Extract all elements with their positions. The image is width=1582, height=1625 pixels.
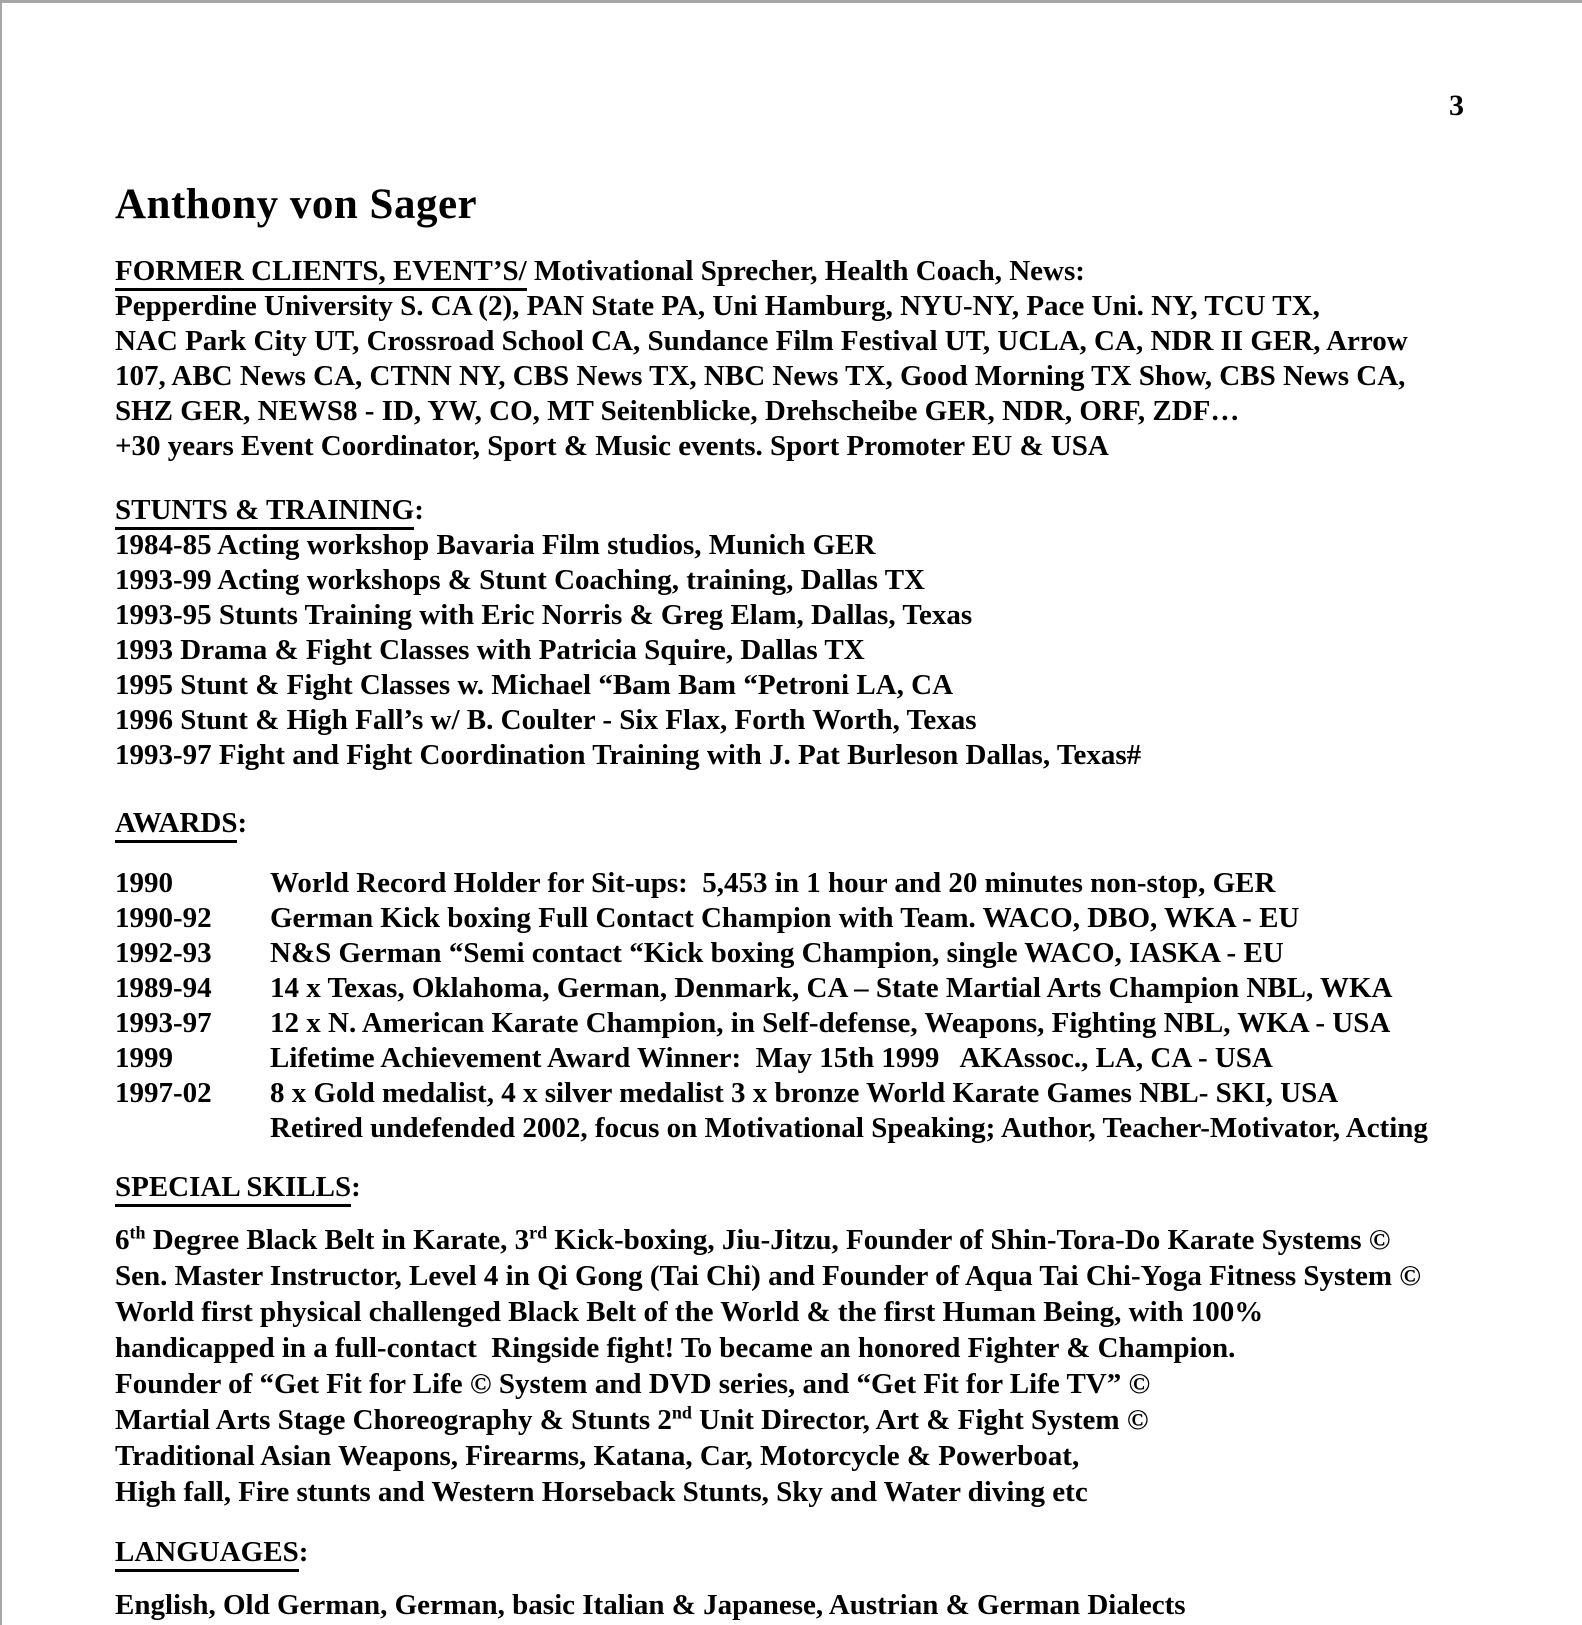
page-number: 3: [1449, 89, 1464, 122]
heading-rest-text: Motivational Sprecher, Health Coach, News:: [526, 255, 1085, 287]
text-line: 1996 Stunt & High Fall’s w/ B. Coulter - Six Flax, Forth Worth, Texas: [115, 704, 977, 736]
heading-rest-text: :: [237, 807, 248, 839]
award-row: [115, 1111, 1542, 1146]
text-line: 107, ABC News CA, CTNN NY, CBS News TX, NBC News TX, Good Morning TX Show, CBS News CA,: [115, 360, 1406, 392]
text-line: handicapped in a full-contact Ringside fight! To became an honored Fighter & Champion.: [115, 1332, 1236, 1364]
award-description: World Record Holder for Sit-ups: 5,453 in 1 hour and 20 minutes non-stop, GER: [270, 867, 1276, 899]
text-line: Traditional Asian Weapons, Firearms, Katana, Car, Motorcycle & Powerboat,: [115, 1440, 1080, 1472]
award-year: 1993-97: [115, 1007, 212, 1039]
section-special-skills: [115, 1170, 1542, 1510]
heading-rest-text: :: [351, 1171, 361, 1203]
award-description: Lifetime Achievement Award Winner: May 15th 1999 AKAssoc., LA, CA - USA: [270, 1042, 1273, 1074]
award-year: [115, 1111, 270, 1146]
award-year: 1999: [115, 1042, 173, 1074]
award-row: [115, 1006, 1542, 1041]
heading-rest-text: :: [298, 1536, 309, 1568]
text-line: SHZ GER, NEWS8 - ID, YW, CO, MT Seitenblicke, Drehscheibe GER, NDR, ORF, ZDF…: [115, 395, 1240, 427]
page-content: [2, 181, 1582, 1623]
text-line: High fall, Fire stunts and Western Horseback Stunts, Sky and Water diving etc: [115, 1476, 1088, 1508]
section-stunts-training: [115, 493, 1542, 773]
award-year: 1990-92: [115, 902, 212, 934]
text-line: 1993-97 Fight and Fight Coordination Training with J. Pat Burleson Dallas, Texas#: [115, 739, 1142, 771]
text-line: Sen. Master Instructor, Level 4 in Qi Gong (Tai Chi) and Founder of Aqua Tai Chi-Yoga Fitness System ©: [115, 1260, 1421, 1292]
former-clients-heading: [115, 254, 1542, 289]
special-skills-heading: [115, 1170, 1542, 1205]
text-line: Martial Arts Stage Choreography & Stunts 2nd Unit Director, Art & Fight System ©: [115, 1402, 1149, 1436]
heading-underlined-text: FORMER CLIENTS, EVENT’S/: [115, 255, 527, 291]
text-line: 1984-85 Acting workshop Bavaria Film studios, Munich GER: [115, 529, 876, 561]
heading-underlined-text: AWARDS: [115, 807, 237, 843]
award-description: German Kick boxing Full Contact Champion with Team. WACO, DBO, WKA - EU: [270, 902, 1300, 934]
award-year: 1990: [115, 867, 173, 899]
text-line: +30 years Event Coordinator, Sport & Music events. Sport Promoter EU & USA: [115, 430, 1109, 462]
text-line: 6th Degree Black Belt in Karate, 3rd Kick-boxing, Jiu-Jitzu, Founder of Shin-Tora-Do Karate Systems ©: [115, 1222, 1391, 1256]
award-description: 14 x Texas, Oklahoma, German, Denmark, CA – State Martial Arts Champion NBL, WKA: [270, 972, 1393, 1004]
section-former-clients: [115, 254, 1542, 464]
former-clients-lines: [115, 289, 1542, 464]
languages-heading: [115, 1535, 1542, 1570]
stunts-training-lines: [115, 528, 1542, 773]
heading-underlined-text: LANGUAGES: [115, 1536, 299, 1572]
award-row: [115, 971, 1542, 1006]
award-year: 1992-93: [115, 937, 212, 969]
award-year: 1997-02: [115, 1077, 212, 1109]
text-line: 1993-99 Acting workshops & Stunt Coaching, training, Dallas TX: [115, 564, 925, 596]
section-awards: [115, 806, 1542, 1146]
text-line: English, Old German, German, basic Italian & Japanese, Austrian & German Dialects: [115, 1589, 1186, 1621]
award-year: 1989-94: [115, 972, 212, 1004]
award-row: [115, 866, 1542, 901]
text-line: Pepperdine University S. CA (2), PAN State PA, Uni Hamburg, NYU-NY, Pace Uni. NY, TCU TX,: [115, 290, 1320, 322]
text-line: 1995 Stunt & Fight Classes w. Michael “Bam Bam “Petroni LA, CA: [115, 669, 954, 701]
award-description: 12 x N. American Karate Champion, in Self-defense, Weapons, Fighting NBL, WKA - USA: [270, 1007, 1391, 1039]
section-languages: [115, 1535, 1542, 1623]
award-row: [115, 936, 1542, 971]
text-line: 1993 Drama & Fight Classes with Patricia Squire, Dallas TX: [115, 634, 865, 666]
awards-heading: [115, 806, 1542, 841]
award-row: [115, 1076, 1542, 1111]
text-line: World first physical challenged Black Belt of the World & the first Human Being, with 100%: [115, 1296, 1264, 1328]
heading-rest-text: :: [414, 494, 424, 526]
languages-lines: [115, 1588, 1542, 1623]
heading-underlined-text: SPECIAL SKILLS: [115, 1171, 351, 1207]
award-description: Retired undefended 2002, focus on Motivational Speaking; Author, Teacher-Motivator, Acting: [270, 1112, 1428, 1144]
text-line: NAC Park City UT, Crossroad School CA, Sundance Film Festival UT, UCLA, CA, NDR II GER, Arrow: [115, 325, 1408, 357]
resume-name-heading: Anthony von Sager: [115, 181, 478, 228]
award-row: [115, 1041, 1542, 1076]
heading-underlined-text: STUNTS & TRAINING: [115, 494, 414, 530]
awards-rows: [115, 866, 1542, 1146]
text-line: Founder of “Get Fit for Life © System and DVD series, and “Get Fit for Life TV” ©: [115, 1368, 1151, 1400]
award-row: [115, 901, 1542, 936]
award-description: N&S German “Semi contact “Kick boxing Champion, single WACO, IASKA - EU: [270, 937, 1284, 969]
stunts-training-heading: [115, 493, 1542, 528]
text-line: 1993-95 Stunts Training with Eric Norris & Greg Elam, Dallas, Texas: [115, 599, 973, 631]
award-description: 8 x Gold medalist, 4 x silver medalist 3 x bronze World Karate Games NBL- SKI, USA: [270, 1077, 1339, 1109]
special-skills-lines: [115, 1222, 1542, 1510]
